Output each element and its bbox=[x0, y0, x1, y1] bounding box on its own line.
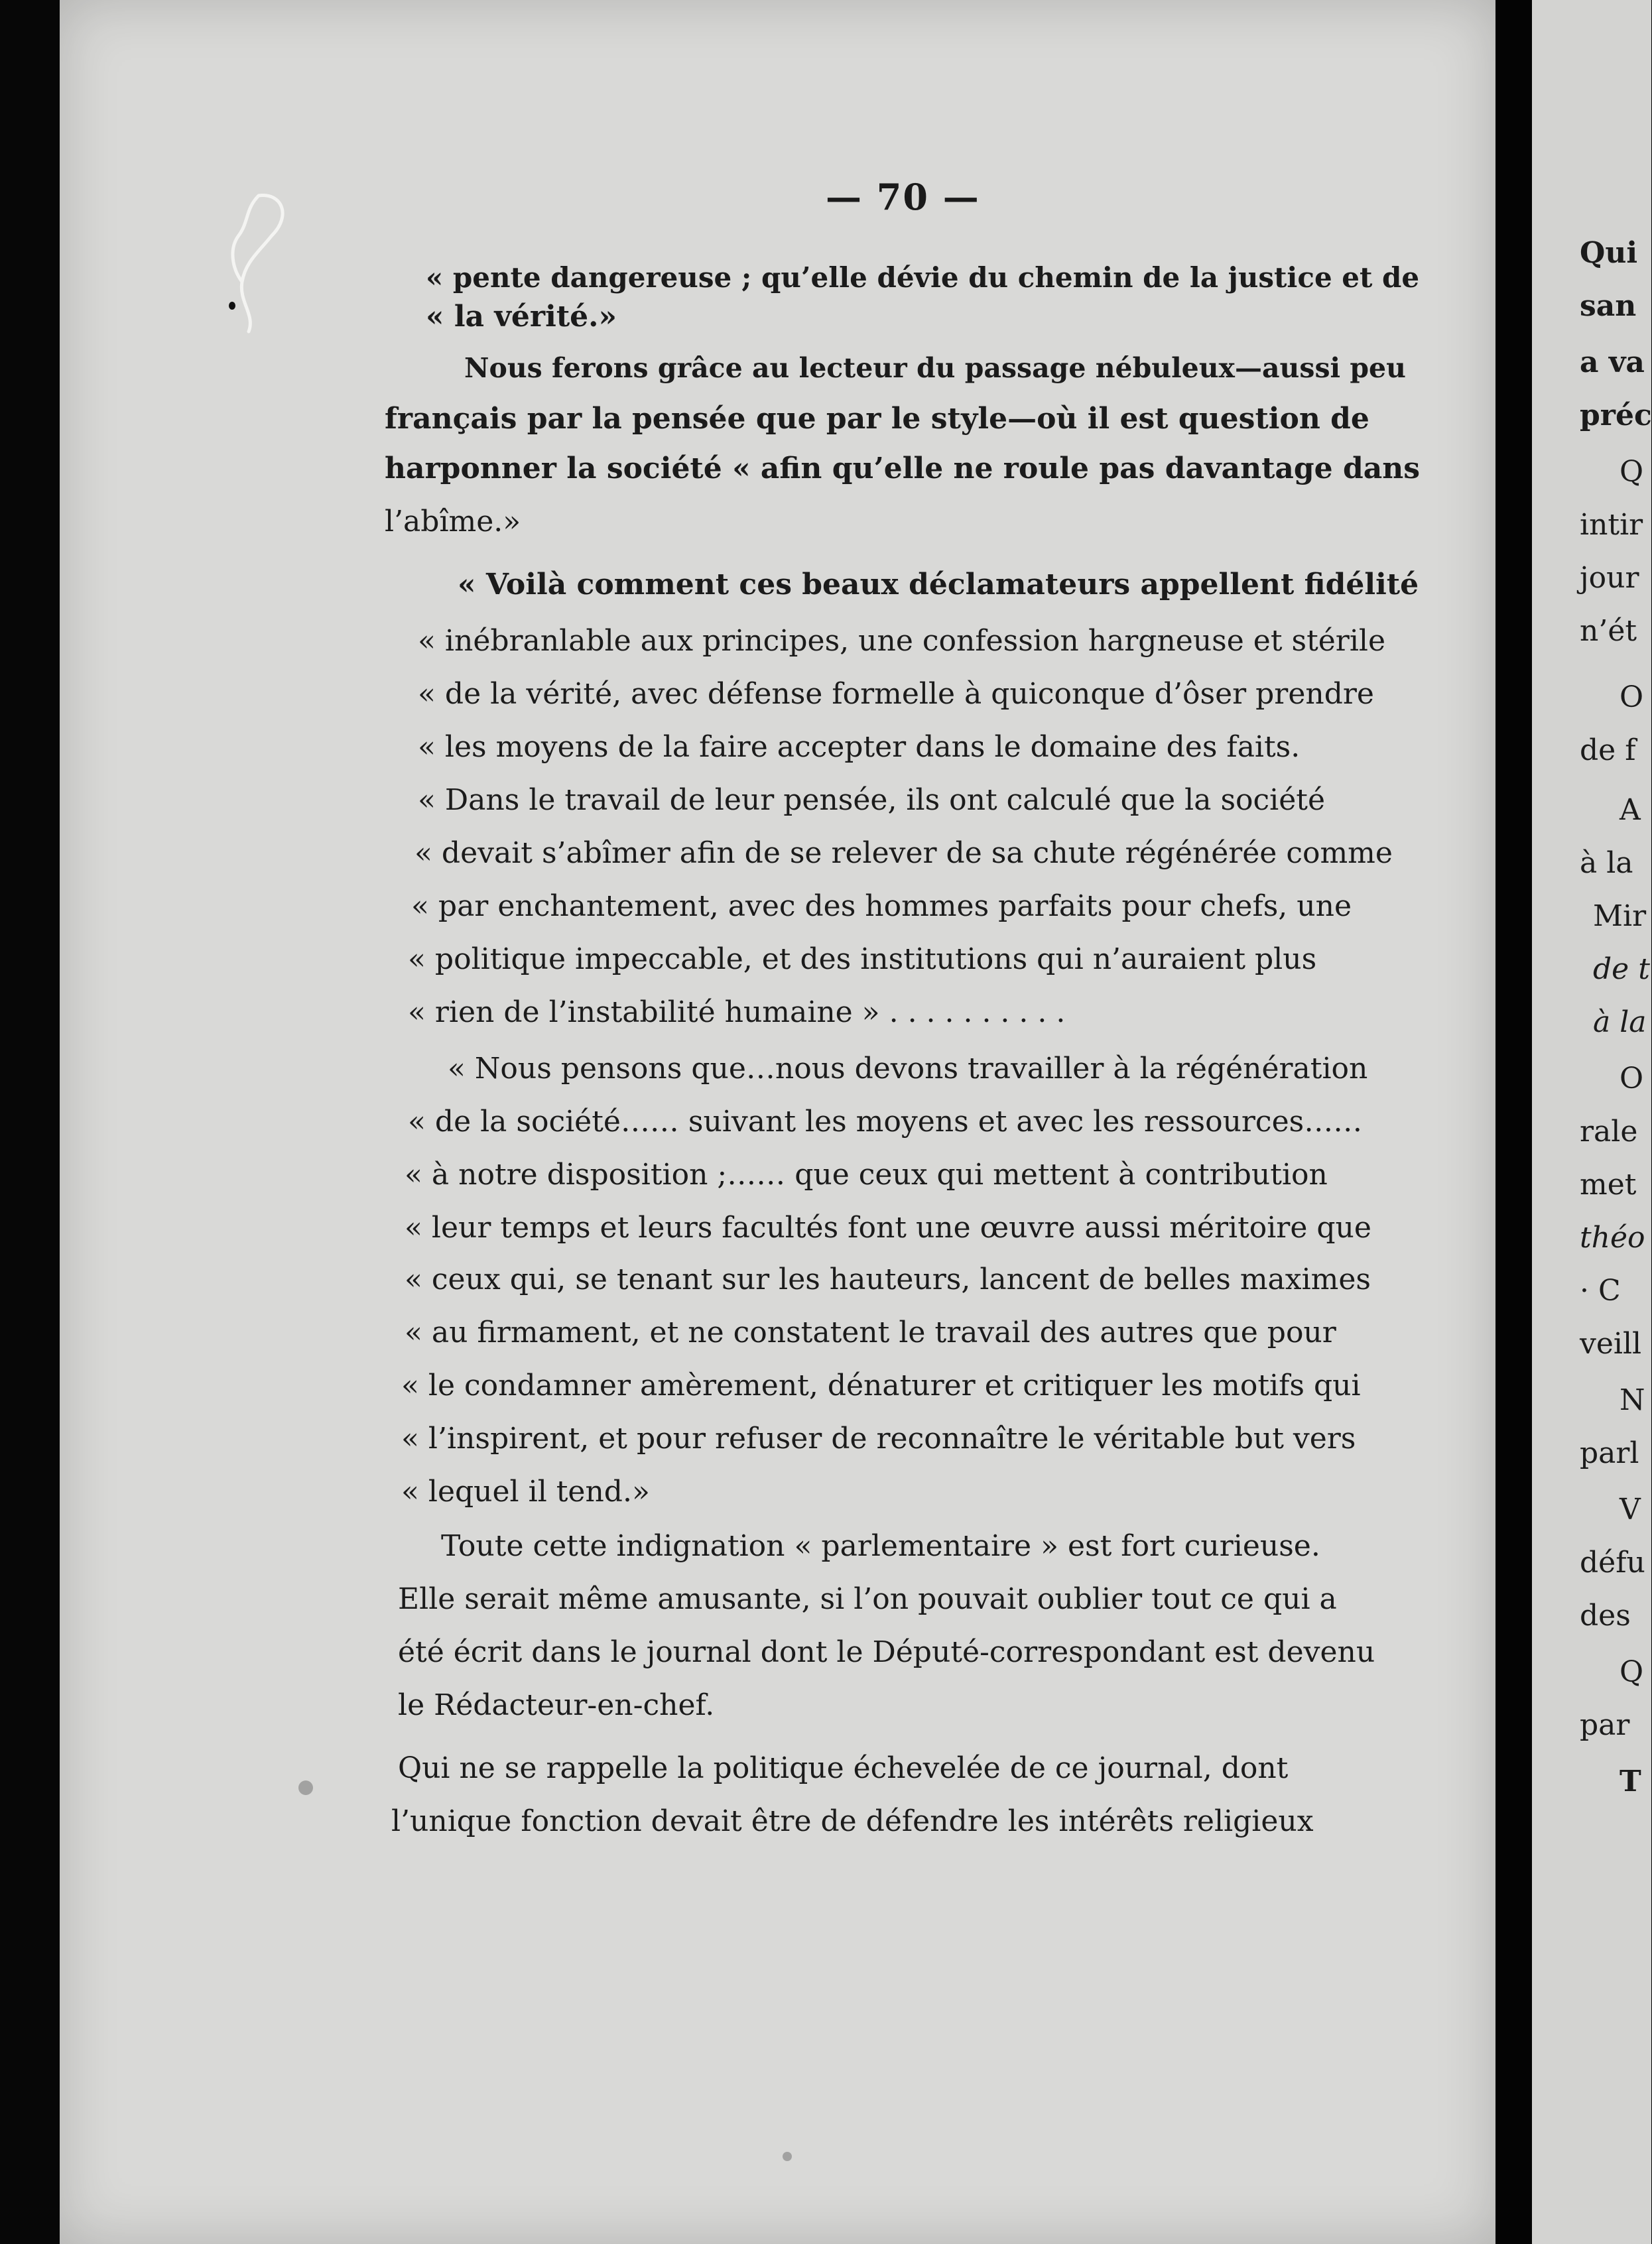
fragment-line: par bbox=[1580, 1708, 1630, 1742]
text-line: l’abîme.» bbox=[385, 505, 521, 538]
text-line: Elle serait même amusante, si l’on pouvait oublier tout ce qui a bbox=[398, 1582, 1337, 1616]
fragment-line: préc bbox=[1580, 399, 1652, 432]
fragment-line: Mir bbox=[1593, 899, 1647, 933]
text-line: « la vérité.» bbox=[426, 300, 617, 334]
text-line: « Voilà comment ces beaux déclamateurs appellent fidélité bbox=[458, 568, 1419, 601]
fragment-line: O bbox=[1620, 1062, 1644, 1095]
ink-stain-mark bbox=[219, 189, 298, 342]
text-line: « le condamner amèrement, dénaturer et critiquer les motifs qui bbox=[401, 1369, 1361, 1402]
text-line: « au firmament, et ne constatent le travail des autres que pour bbox=[405, 1316, 1336, 1349]
fragment-line: san bbox=[1580, 289, 1637, 323]
paper-spot bbox=[298, 1780, 313, 1795]
fragment-line: rale bbox=[1580, 1115, 1638, 1149]
fragment-line: met bbox=[1580, 1168, 1637, 1202]
fragment-line: · C bbox=[1580, 1274, 1621, 1308]
fragment-line: Q bbox=[1620, 455, 1644, 489]
fragment-line: a va bbox=[1580, 345, 1645, 379]
text-line: « de la société…… suivant les moyens et avec les ressources…… bbox=[408, 1105, 1363, 1139]
text-line: « l’inspirent, et pour refuser de reconnaître le véritable but vers bbox=[401, 1422, 1356, 1456]
text-line: « devait s’abîmer afin de se relever de sa chute régénérée comme bbox=[414, 836, 1393, 870]
text-line: français par la pensée que par le style—où il est question de bbox=[385, 402, 1369, 436]
text-line: « rien de l’instabilité humaine » . . . . . . . . . . bbox=[408, 995, 1066, 1029]
text-line: « inébranlable aux principes, une confession hargneuse et stérile bbox=[418, 624, 1386, 658]
fragment-line: de f bbox=[1580, 733, 1636, 767]
text-line: « politique impeccable, et des institutions qui n’auraient plus bbox=[408, 942, 1317, 976]
text-line: « les moyens de la faire accepter dans le domaine des faits. bbox=[418, 730, 1301, 764]
text-line: « ceux qui, se tenant sur les hauteurs, lancent de belles maximes bbox=[405, 1263, 1371, 1296]
text-line: Nous ferons grâce au lecteur du passage nébuleux—aussi peu bbox=[464, 352, 1406, 384]
text-line: été écrit dans le journal dont le Député-correspondant est devenu bbox=[398, 1635, 1375, 1669]
text-line: « de la vérité, avec défense formelle à quiconque d’ôser prendre bbox=[418, 677, 1374, 711]
page-number: — 70 — bbox=[826, 176, 980, 218]
fragment-line: T bbox=[1620, 1765, 1641, 1798]
fragment-line: défu bbox=[1580, 1546, 1645, 1580]
ink-dot bbox=[229, 302, 235, 310]
text-line: « Nous pensons que…nous devons travailler à la régénération bbox=[448, 1052, 1368, 1086]
paper-spot bbox=[783, 2152, 792, 2161]
fragment-line: intir bbox=[1580, 508, 1643, 542]
text-line: harponner la société « afin qu’elle ne roule pas davantage dans bbox=[385, 452, 1421, 485]
fragment-line: de t bbox=[1593, 952, 1650, 986]
text-line: le Rédacteur-en-chef. bbox=[398, 1688, 715, 1722]
fragment-line: V bbox=[1620, 1493, 1641, 1527]
text-line: « Dans le travail de leur pensée, ils ont calculé que la société bbox=[418, 783, 1326, 817]
fragment-line: jour bbox=[1580, 561, 1639, 595]
fragment-line: N bbox=[1620, 1383, 1645, 1417]
fragment-line: Q bbox=[1620, 1655, 1644, 1689]
text-line: « à notre disposition ;…… que ceux qui mettent à contribution bbox=[405, 1158, 1328, 1192]
fragment-line: des bbox=[1580, 1599, 1631, 1633]
text-line: « pente dangereuse ; qu’elle dévie du chemin de la justice et de bbox=[426, 261, 1420, 294]
fragment-line: n’ét bbox=[1580, 614, 1637, 648]
fragment-line: Qui bbox=[1580, 236, 1638, 270]
text-line: « leur temps et leurs facultés font une œuvre aussi méritoire que bbox=[405, 1211, 1371, 1245]
text-line: Toute cette indignation « parlementaire » est fort curieuse. bbox=[441, 1529, 1320, 1563]
fragment-line: A bbox=[1620, 793, 1641, 827]
left-scan-border bbox=[0, 0, 60, 2244]
fragment-line: parl bbox=[1580, 1436, 1639, 1470]
text-line: l’unique fonction devait être de défendre les intérêts religieux bbox=[391, 1804, 1314, 1838]
fragment-line: veill bbox=[1580, 1327, 1642, 1361]
fragment-line: théo bbox=[1580, 1221, 1645, 1255]
fragment-line: à la bbox=[1593, 1005, 1647, 1039]
book-gutter bbox=[1495, 0, 1532, 2244]
text-line: « lequel il tend.» bbox=[401, 1475, 650, 1509]
text-line: « par enchantement, avec des hommes parfaits pour chefs, une bbox=[411, 889, 1352, 923]
fragment-line: à la bbox=[1580, 846, 1633, 880]
text-line: Qui ne se rappelle la politique échevelée de ce journal, dont bbox=[398, 1751, 1289, 1785]
fragment-line: O bbox=[1620, 680, 1644, 714]
